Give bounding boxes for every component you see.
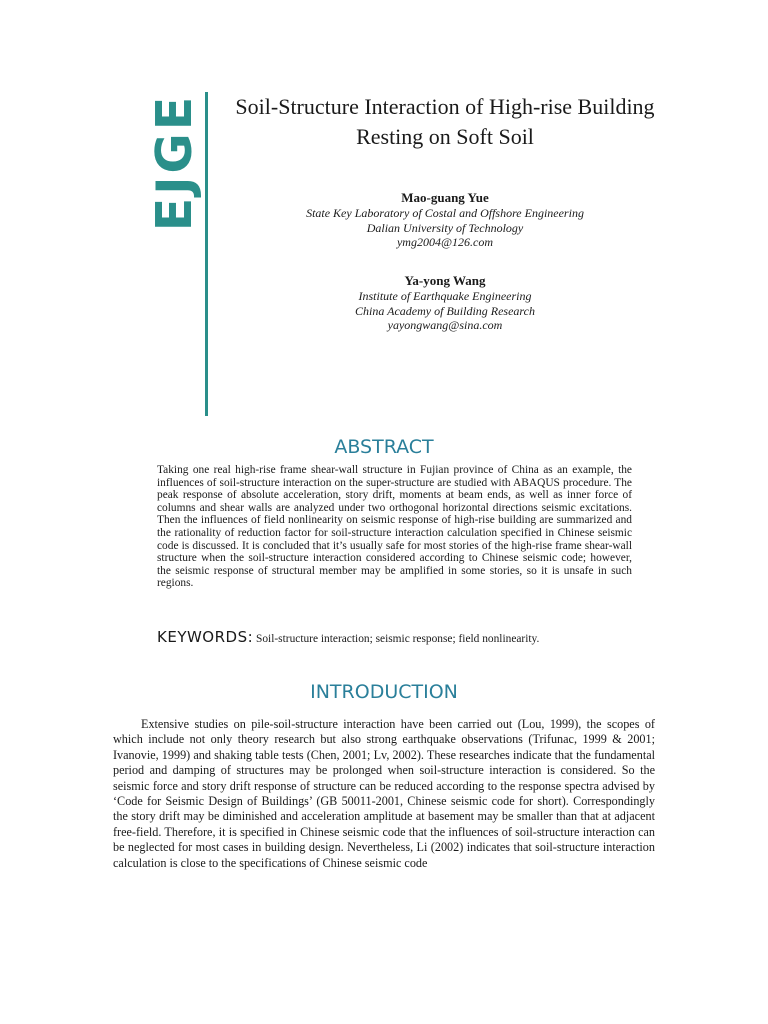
author-name: Mao-guang Yue	[401, 190, 489, 205]
logo-wordmark	[146, 93, 204, 231]
abstract-heading: ABSTRACT	[334, 436, 434, 458]
logo-divider-bar	[205, 92, 208, 416]
author-block-1	[230, 190, 660, 250]
author-affiliation: Institute of Earthquake Engineering	[358, 289, 532, 303]
keywords-text: Soil-structure interaction; seismic response; field nonlinearity.	[256, 633, 540, 645]
journal-logo	[140, 92, 212, 416]
introduction-text: Extensive studies on pile-soil-structure interaction have been carried out (Lou, 1999), the scopes of which include not only theory research but also strong earthquake observations (Trifunac, 1999 & 2001; Ivanovie, 1999) and shaking table tests (Chen, 2001; Lv, 2002). These researches indicate that the fundamental period and damping of structures may be prolonged when soil-structure interaction is considered. So the seismic force and story drift response of structure can be reduced according to the response spectra advised by ‘Code for Seismic Design of Buildings’ (GB 50011-2001, Chinese seismic code for short). Correspondingly the story drift may be diminished and acceleration amplitude at basement may be smaller than that at adjacent free-field. Therefore, it is specified in Chinese seismic code that the influences of soil-structure interaction can be neglected for most cases in building design. Nevertheless, Li (2002) indicates that soil-structure interaction calculation is close to the specifications of Chinese seismic code	[113, 717, 655, 870]
keywords-label: KEYWORDS:	[157, 628, 254, 646]
abstract-text: Taking one real high-rise frame shear-wall structure in Fujian province of China as an example, the influences of soil-structure interaction on the super-structure are studied with ABAQUS procedure. The peak response of absolute acceleration, story drift, moments at beam ends, as well as inner force of columns and shear walls are analyzed under two orthogonal horizontal directions seismic excitations. Then the influences of field nonlinearity on seismic response of high-rise building are summarized and the rationality of reduction factor for soil-structure interaction calculation specified in Chinese seismic code is discussed. It is concluded that it’s usually safe for most stories of the high-rise frame shear-wall structure when the soil-structure interaction considered according to Chinese seismic code; however, the seismic response of structural member may be amplified in some stories, so it is unsafe in such regions.	[157, 464, 632, 590]
author-affiliation: State Key Laboratory of Costal and Offshore Engineering	[306, 206, 584, 220]
author-email[interactable]: yayongwang@sina.com	[387, 318, 503, 332]
introduction-heading: INTRODUCTION	[310, 681, 458, 703]
keywords-line	[157, 627, 657, 649]
logo-text: EJGE	[146, 93, 204, 231]
author-email[interactable]: ymg2004@126.com	[396, 235, 494, 249]
author-institution: Dalian University of Technology	[366, 220, 524, 235]
paper-title: Soil-Structure Interaction of High-rise Building Resting on Soft Soil	[235, 94, 655, 149]
author-institution: China Academy of Building Research	[355, 303, 535, 318]
author-name: Ya-yong Wang	[404, 273, 486, 288]
author-block-2	[230, 273, 660, 333]
